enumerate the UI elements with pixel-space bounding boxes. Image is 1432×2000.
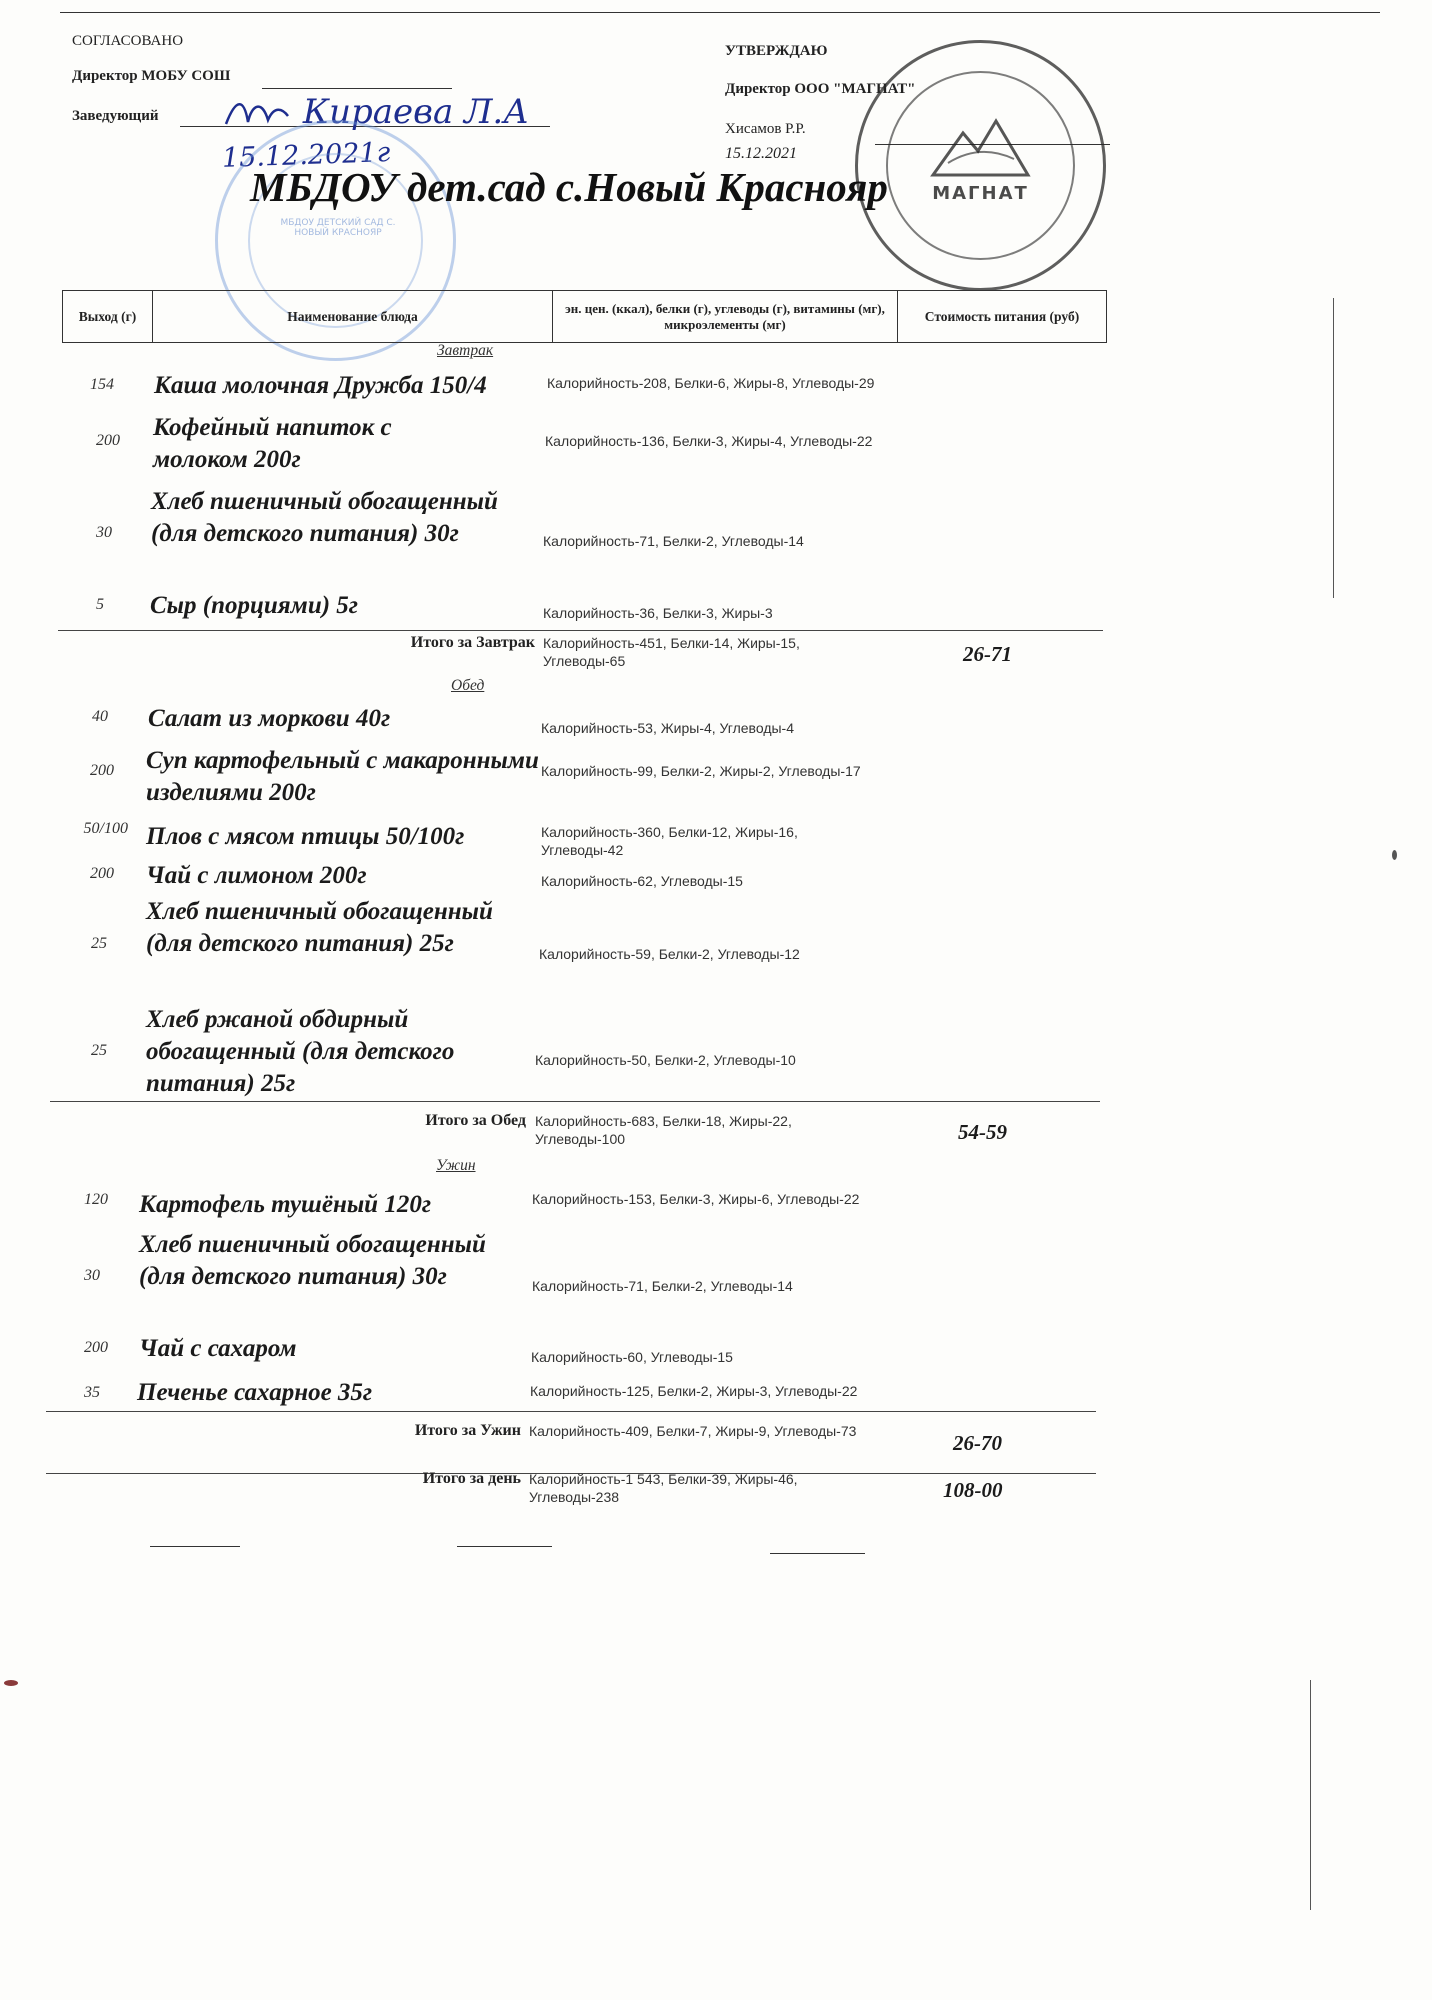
breakfast-total-label: Итого за Завтрак	[410, 634, 535, 651]
row-weight: 200	[84, 1339, 108, 1356]
row-dish: Кофейный напиток с молоком 200г	[153, 414, 392, 473]
row-nutrition: Калорийность-60, Углеводы-15	[531, 1349, 733, 1365]
breakfast-cost: 26-71	[963, 642, 1012, 666]
footer-signature-line-2	[457, 1546, 552, 1547]
signature-scribble-icon	[222, 94, 292, 134]
head-label: Заведующий	[72, 108, 159, 124]
section-title-breakfast: Завтрак	[437, 342, 494, 359]
column-header-dish: Наименование блюда	[153, 291, 553, 342]
row-dish: Суп картофельный с макаронными изделиями 200г	[146, 747, 539, 806]
director-left-label: Директор МОБУ СОШ	[72, 68, 231, 84]
page-title: МБДОУ дет.сад с.Новый Краснояр	[250, 164, 888, 210]
row-nutrition: Калорийность-153, Белки-3, Жиры-6, Углеводы-22	[532, 1191, 860, 1207]
column-header-nutrition: эн. цен. (ккал), белки (г), углеводы (г), витамины (мг), микроэлементы (мг)	[553, 291, 898, 342]
breakfast-total-nutrition: Калорийность-451, Белки-14, Жиры-15, Углеводы-65	[543, 635, 800, 669]
row-nutrition: Калорийность-360, Белки-12, Жиры-16, Углеводы-42	[541, 824, 798, 858]
section-title-dinner: Ужин	[436, 1157, 476, 1174]
lunch-cost: 54-59	[958, 1120, 1007, 1144]
row-nutrition: Калорийность-71, Белки-2, Углеводы-14	[532, 1278, 793, 1294]
left-seal-text: МБДОУ ДЕТСКИЙ САД С. НОВЫЙ КРАСНОЯР	[280, 218, 396, 238]
signer-right-label: Хисамов Р.Р.	[725, 121, 806, 137]
row-nutrition: Калорийность-208, Белки-6, Жиры-8, Углеводы-29	[547, 375, 875, 391]
row-weight: 200	[96, 432, 120, 449]
row-nutrition: Калорийность-136, Белки-3, Жиры-4, Углеводы-22	[545, 433, 873, 449]
footer-signature-line-1	[150, 1546, 240, 1547]
column-header-weight: Выход (г)	[63, 291, 153, 342]
row-dish: Каша молочная Дружба 150/4	[154, 372, 487, 399]
right-round-seal	[855, 40, 1106, 291]
row-nutrition: Калорийность-71, Белки-2, Углеводы-14	[543, 533, 804, 549]
right-seal-brand: МАГНАТ	[932, 183, 1029, 204]
row-dish: Печенье сахарное 35г	[137, 1379, 373, 1406]
scan-edge-line-lower	[1310, 1680, 1311, 1910]
row-dish: Хлеб пшеничный обогащенный (для детского питания) 30г	[151, 488, 498, 547]
director-left-signature-line	[262, 88, 452, 89]
day-total-nutrition: Калорийность-1 543, Белки-39, Жиры-46, Углеводы-238	[529, 1471, 798, 1505]
row-dish: Хлеб пшеничный обогащенный (для детского питания) 25г	[146, 898, 493, 957]
row-dish: Сыр (порциями) 5г	[150, 592, 359, 619]
section-title-lunch: Обед	[451, 677, 485, 694]
breakfast-total-divider	[58, 630, 1103, 631]
row-nutrition: Калорийность-125, Белки-2, Жиры-3, Углеводы-22	[530, 1383, 858, 1399]
row-weight: 5	[96, 596, 104, 613]
row-nutrition: Калорийность-36, Белки-3, Жиры-3	[543, 605, 773, 621]
date-right: 15.12.2021	[725, 145, 797, 162]
day-total-label: Итого за день	[422, 1470, 521, 1487]
scan-edge-line	[1333, 298, 1334, 598]
scan-speck	[4, 1680, 18, 1686]
row-weight: 30	[96, 524, 112, 541]
row-dish: Салат из моркови 40г	[148, 705, 391, 732]
row-weight: 35	[84, 1384, 100, 1401]
row-dish: Хлеб пшеничный обогащенный (для детского питания) 30г	[139, 1231, 486, 1290]
dinner-total-divider	[46, 1411, 1096, 1412]
dinner-cost: 26-70	[953, 1431, 1002, 1455]
director-right-label: Директор ООО "МАГНАТ"	[725, 81, 916, 97]
day-total-cost: 108-00	[943, 1478, 1003, 1502]
top-border-line	[60, 12, 1380, 13]
row-weight: 40	[92, 708, 108, 725]
lunch-total-label: Итого за Обед	[425, 1112, 526, 1129]
lunch-total-nutrition: Калорийность-683, Белки-18, Жиры-22, Углеводы-100	[535, 1113, 792, 1147]
scan-speck	[1392, 850, 1397, 860]
row-weight: 50/100	[83, 820, 128, 837]
handwritten-date: 15.12.2021г	[221, 137, 391, 174]
row-nutrition: Калорийность-99, Белки-2, Жиры-2, Углеводы-17	[541, 763, 861, 779]
head-signature-text: Кираева Л.А	[302, 92, 529, 132]
row-weight: 25	[91, 935, 107, 952]
row-nutrition: Калорийность-50, Белки-2, Углеводы-10	[535, 1052, 796, 1068]
row-dish: Чай с сахаром	[139, 1335, 297, 1362]
row-nutrition: Калорийность-62, Углеводы-15	[541, 873, 743, 889]
row-weight: 200	[90, 865, 114, 882]
row-weight: 25	[91, 1042, 107, 1059]
row-dish: Хлеб ржаной обдирный обогащенный (для детского питания) 25г	[146, 1006, 455, 1097]
dinner-total-nutrition: Калорийность-409, Белки-7, Жиры-9, Углеводы-73	[529, 1423, 857, 1439]
row-dish: Чай с лимоном 200г	[146, 862, 367, 889]
table-header	[62, 290, 1107, 343]
approved-left-label: СОГЛАСОВАНО	[72, 33, 184, 49]
footer-signature-line-3	[770, 1553, 865, 1554]
column-header-cost: Стоимость питания (руб)	[924, 308, 1080, 324]
row-weight: 200	[90, 762, 114, 779]
row-dish: Плов с мясом птицы 50/100г	[146, 823, 465, 850]
row-weight: 30	[84, 1267, 100, 1284]
mountain-logo-icon	[928, 113, 1033, 183]
row-weight: 154	[90, 376, 114, 393]
dinner-total-label: Итого за Ужин	[414, 1422, 521, 1439]
row-nutrition: Калорийность-53, Жиры-4, Углеводы-4	[541, 720, 794, 736]
approve-right-label: УТВЕРЖДАЮ	[725, 43, 828, 59]
row-dish: Картофель тушёный 120г	[139, 1191, 432, 1218]
row-nutrition: Калорийность-59, Белки-2, Углеводы-12	[539, 946, 800, 962]
lunch-total-divider	[50, 1101, 1100, 1102]
row-weight: 120	[84, 1191, 108, 1208]
